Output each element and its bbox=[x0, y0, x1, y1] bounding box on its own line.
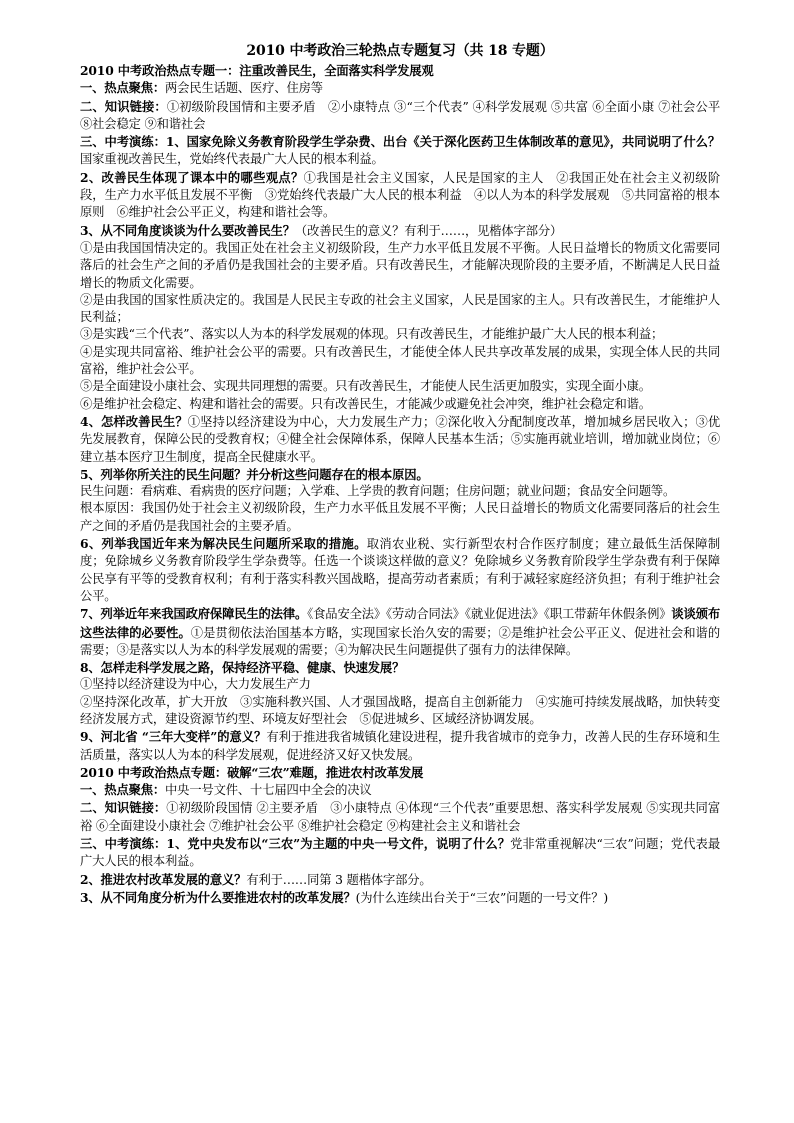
q6-question: 6、列举我国近年来为解决民生问题所采取的措施。 bbox=[80, 536, 367, 552]
topic2-q2 bbox=[80, 871, 720, 889]
topic1-q9 bbox=[80, 728, 720, 764]
q7-answer: ①是贯彻依法治国基本方略，实现国家长治久安的需要；②是维护社会公平正义、促进社会和谐的需要；③是落实以人为本的科学发展观的需要；④为解决民生问题提供了强有力的法律保障。 bbox=[80, 625, 720, 657]
topic2-knowledge-links bbox=[80, 799, 720, 835]
q1-question: 三、中考演练：1、党中央发布以“三农”为主题的中央一号文件，说明了什么？ bbox=[80, 836, 511, 852]
q4-answer: ①坚持以经济建设为中心，大力发展生产力；②深化收入分配制度改革，增加城乡居民收入；③优先发展教育，保障公民的受教育权；④健全社会保障体系，保障人民基本生活；⑤实施再就业培训，增加就业岗位；⑥建立基本医疗卫生制度，提高全民健康水平。 bbox=[80, 414, 720, 464]
focus-text: 中央一号文件、十七届四中全会的决议 bbox=[165, 783, 372, 798]
q1-answer: 国家重视改善民生，党始终代表最广大人民的根本利益。 bbox=[80, 152, 384, 167]
focus-label: 一、热点聚焦： bbox=[80, 782, 166, 798]
topic2-heading: 2010 中考政治热点专题：破解“三农”难题，推进农村改革发展 bbox=[80, 764, 424, 780]
q2-question: 2、推进农村改革发展的意义？ bbox=[80, 871, 247, 887]
q5-question: 5、列举你所关注的民生问题？并分析这些问题存在的根本原因。 bbox=[80, 466, 429, 482]
q3-note: (为什么连续出台关于“三农”问题的一号文件？) bbox=[355, 890, 609, 905]
q2-answer: 有利于……同第 3 题楷体字部分。 bbox=[246, 872, 432, 887]
links-text: ①初级阶段国情和主要矛盾 ②小康特点 ③“三个代表” ④科学发展观 ⑤共富 ⑥全面小康 ⑦社会公平 ⑧社会稳定 ⑨和谐社会 bbox=[80, 99, 720, 131]
q8-point: ②坚持深化改革，扩大开放 ③实施科教兴国、人才强国战略，提高自主创新能力 ④实施可持续发展战略，加快转变经济发展方式，建设资源节约型、环境友好型社会 ⑤促进城乡、区域经济协调发展。 bbox=[80, 694, 720, 726]
links-text: ①初级阶段国情 ②主要矛盾 ③小康特点 ④体现“三个代表”重要思想、落实科学发展观 ⑤实现共同富裕 ⑥全面建设小康社会 ⑦维护社会公平 ⑧维护社会稳定 ⑨构建社会主义和谐社会 bbox=[80, 801, 721, 833]
q5-answer-issues: 民生问题：看病难、看病贵的医疗问题；入学难、上学贵的教育问题；住房问题；就业问题；食品安全问题等。 bbox=[80, 484, 676, 499]
q3-point: ⑤是全面建设小康社会、实现共同理想的需要。只有改善民生，才能使人民生活更加殷实，实现全面小康。 bbox=[80, 379, 651, 394]
topic1-focus bbox=[80, 79, 720, 97]
q3-point: ②是由我国的国家性质决定的。我国是人民民主专政的社会主义国家，人民是国家的主人。只有改善民生，才能维护人民利益； bbox=[80, 292, 720, 325]
links-label: 二、知识链接： bbox=[80, 98, 167, 114]
q1-question: 三、中考演练：1、国家免除义务教育阶段学生学杂费、出台《关于深化医药卫生体制改革的意见》，共同说明了什么？ bbox=[80, 134, 720, 150]
q3-point: ①是由我国国情决定的。我国正处在社会主义初级阶段，生产力水平低且发展不平衡。人民日益增长的物质文化需要同落后的社会生产之间的矛盾仍是我国社会的主要矛盾。只有改善民生，才能解决现阶段的主要矛盾，不断满足人民日益增长的物质文化需要。 bbox=[80, 240, 720, 290]
topic1-knowledge-links bbox=[80, 98, 720, 134]
q3-question: 3、从不同角度谈谈为什么要改善民生？ bbox=[80, 222, 295, 238]
topic1-q2 bbox=[80, 169, 720, 222]
q8-point: ①坚持以经济建设为中心，大力发展生产力 bbox=[80, 677, 311, 692]
document-page bbox=[80, 42, 720, 907]
q6-answer: 取消农业税、实行新型农村合作医疗制度；建立最低生活保障制度；免除城乡义务教育阶段学生学杂费等。任选一个谈谈这样做的意义？免除城乡义务教育阶段学生学杂费有利于保障公民享有平等的受教育权利；有利于落实科教兴国战略，提高劳动者素质；有利于减轻家庭经济负担；有利于维护社会公平。 bbox=[80, 537, 720, 603]
q7-question-a: 7、列举近年来我国政府保障民生的法律。 bbox=[80, 606, 308, 622]
focus-text: 两会民生话题、医疗、住房等 bbox=[165, 81, 323, 96]
q8-question: 8、怎样走科学发展之路，保持经济平稳、健康、快速发展？ bbox=[80, 660, 405, 676]
q3-point: ④是实现共同富裕、维护社会公平的需要。只有改善民生，才能使全体人民共享改革发展的成果，实现全体人民的共同富裕，维护社会公平。 bbox=[80, 344, 720, 377]
topic1-heading: 2010 中考政治热点专题一：注重改善民生，全面落实科学发展观 bbox=[80, 63, 434, 78]
q3-question: 3、从不同角度分析为什么要推进农村的改革发展？ bbox=[80, 889, 356, 905]
q3-note: （改善民生的意义？有利于……，见楷体字部分） bbox=[294, 223, 563, 238]
topic1-q7 bbox=[80, 605, 720, 659]
q3-point: ⑥是维护社会稳定、构建和谐社会的需要。只有改善民生，才能减少或避免社会冲突，维护社会稳定和谐。 bbox=[80, 396, 651, 411]
topic1-q3 bbox=[80, 222, 720, 240]
document-title: 2010 中考政治三轮热点专题复习（共 18 专题） bbox=[246, 43, 554, 59]
topic1-q1 bbox=[80, 133, 720, 169]
q5-answer-cause: 根本原因：我国仍处于社会主义初级阶段，生产力水平低且发展不平衡；人民日益增长的物质文化需要同落后的社会生产之间的矛盾仍是我国社会的主要矛盾。 bbox=[80, 501, 720, 533]
q2-question: 2、改善民生体现了课本中的哪些观点？ bbox=[80, 169, 304, 185]
topic1-q4 bbox=[80, 413, 720, 466]
q7-question-b: 谈谈颁布这些法律的必要性。 bbox=[80, 606, 720, 640]
q9-question: 9、河北省 “三年大变样”的意义？ bbox=[80, 729, 267, 745]
topic2-q3 bbox=[80, 889, 720, 907]
q4-question: 4、怎样改善民生？ bbox=[80, 413, 188, 429]
q1-answer: 党非常重视解决“三农”问题；党代表最广大人民的根本利益。 bbox=[80, 837, 720, 869]
q2-answer: ①我国是社会主义国家，人民是国家的主人 ②我国正处在社会主义初级阶段，生产力水平低且发展不平衡 ③党始终代表最广大人民的根本利益 ④以人为本的科学发展观 ⑤共同富裕的根本原则 ⑥维护社会公平正义，构建和谐社会等。 bbox=[80, 170, 720, 220]
q3-point: ③是实践“三个代表”、落实以人为本的科学发展观的体现。只有改善民生，才能维护最广大人民的根本利益； bbox=[80, 327, 664, 342]
topic2-q1 bbox=[80, 835, 720, 871]
focus-label: 一、热点聚焦： bbox=[80, 80, 166, 96]
q7-laws: 《食品安全法》《劳动合同法》《就业促进法》《职工带薪年休假条例》 bbox=[307, 607, 672, 622]
topic1-q6 bbox=[80, 535, 720, 605]
links-label: 二、知识链接： bbox=[80, 800, 167, 816]
q9-answer: 有利于推进我省城镇化建设进程，提升我省城市的竞争力，改善人民的生存环境和生活质量，落实以人为本的科学发展观，促进经济又好又快发展。 bbox=[80, 730, 721, 762]
topic2-focus bbox=[80, 781, 720, 799]
